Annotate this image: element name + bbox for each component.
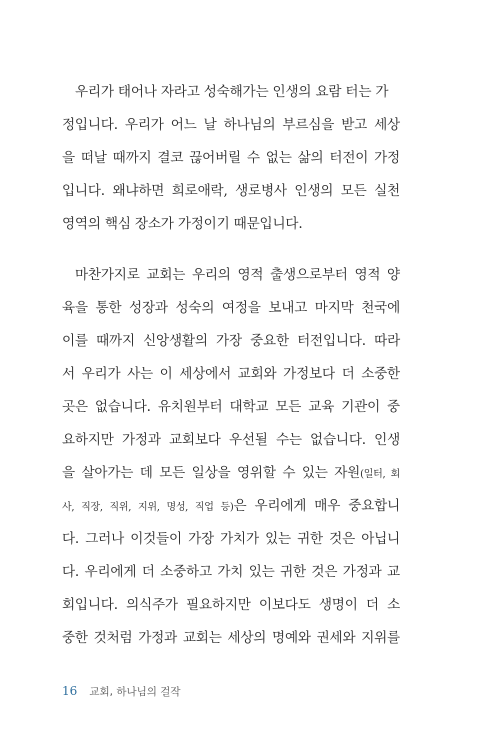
text-segment: 을 살아가는 데 모든 일상을 영위할 수 있는 자원 xyxy=(62,465,361,481)
text-line: 육을 통한 성장과 성숙의 여정을 보내고 마지막 천국에 xyxy=(62,300,400,316)
paragraph-family xyxy=(62,76,400,241)
text-line: 다. 우리에게 더 소중하고 가치 있는 귀한 것은 가정과 교 xyxy=(62,564,400,580)
text-line: 정입니다. 우리가 어느 날 하나님의 부르심을 받고 세상 xyxy=(62,117,400,133)
text-line: 요하지만 가정과 교회보다 우선될 수는 없습니다. 인생 xyxy=(62,432,400,448)
text-line: 다. 그러나 이것들이 가장 가치가 있는 귀한 것은 아닙니 xyxy=(62,531,400,547)
paragraph-church xyxy=(62,259,400,655)
text-line: 우리가 태어나 자라고 성숙해가는 인생의 요람 터는 가 xyxy=(75,84,389,100)
text-line: 서 우리가 사는 이 세상에서 교회와 가정보다 더 소중한 xyxy=(62,366,400,382)
page-footer xyxy=(62,680,181,700)
inline-note: 사, 직장, 직위, 지위, 명성, 직업 등) xyxy=(62,502,234,513)
text-line: 곳은 없습니다. 유치원부터 대학교 모든 교육 기관이 중 xyxy=(62,399,400,415)
text-segment: 은 우리에게 매우 중요합니 xyxy=(233,498,400,514)
text-line: 을 떠날 때까지 결코 끊어버릴 수 없는 삶의 터전이 가정 xyxy=(62,150,400,166)
text-line: 회입니다. 의식주가 필요하지만 이보다도 생명이 더 소 xyxy=(62,597,400,613)
text-line: 이를 때까지 신앙생활의 가장 중요한 터전입니다. 따라 xyxy=(62,333,400,349)
text-line: 입니다. 왜냐하면 희로애락, 생로병사 인생의 모든 실천 xyxy=(62,183,400,199)
text-line-with-note xyxy=(62,457,400,490)
inline-note: (일터, 회 xyxy=(360,469,400,480)
running-book-title: 교회, 하나님의 걸작 xyxy=(89,686,181,698)
page-number: 16 xyxy=(62,684,78,698)
text-line: 영역의 핵심 장소가 가정이기 때문입니다. xyxy=(62,216,303,232)
text-line-with-note xyxy=(62,490,400,523)
text-line: 마찬가지로 교회는 우리의 영적 출생으로부터 영적 양 xyxy=(75,267,400,283)
text-line: 중한 것처럼 가정과 교회는 세상의 명예와 권세와 지위를 xyxy=(62,630,400,646)
